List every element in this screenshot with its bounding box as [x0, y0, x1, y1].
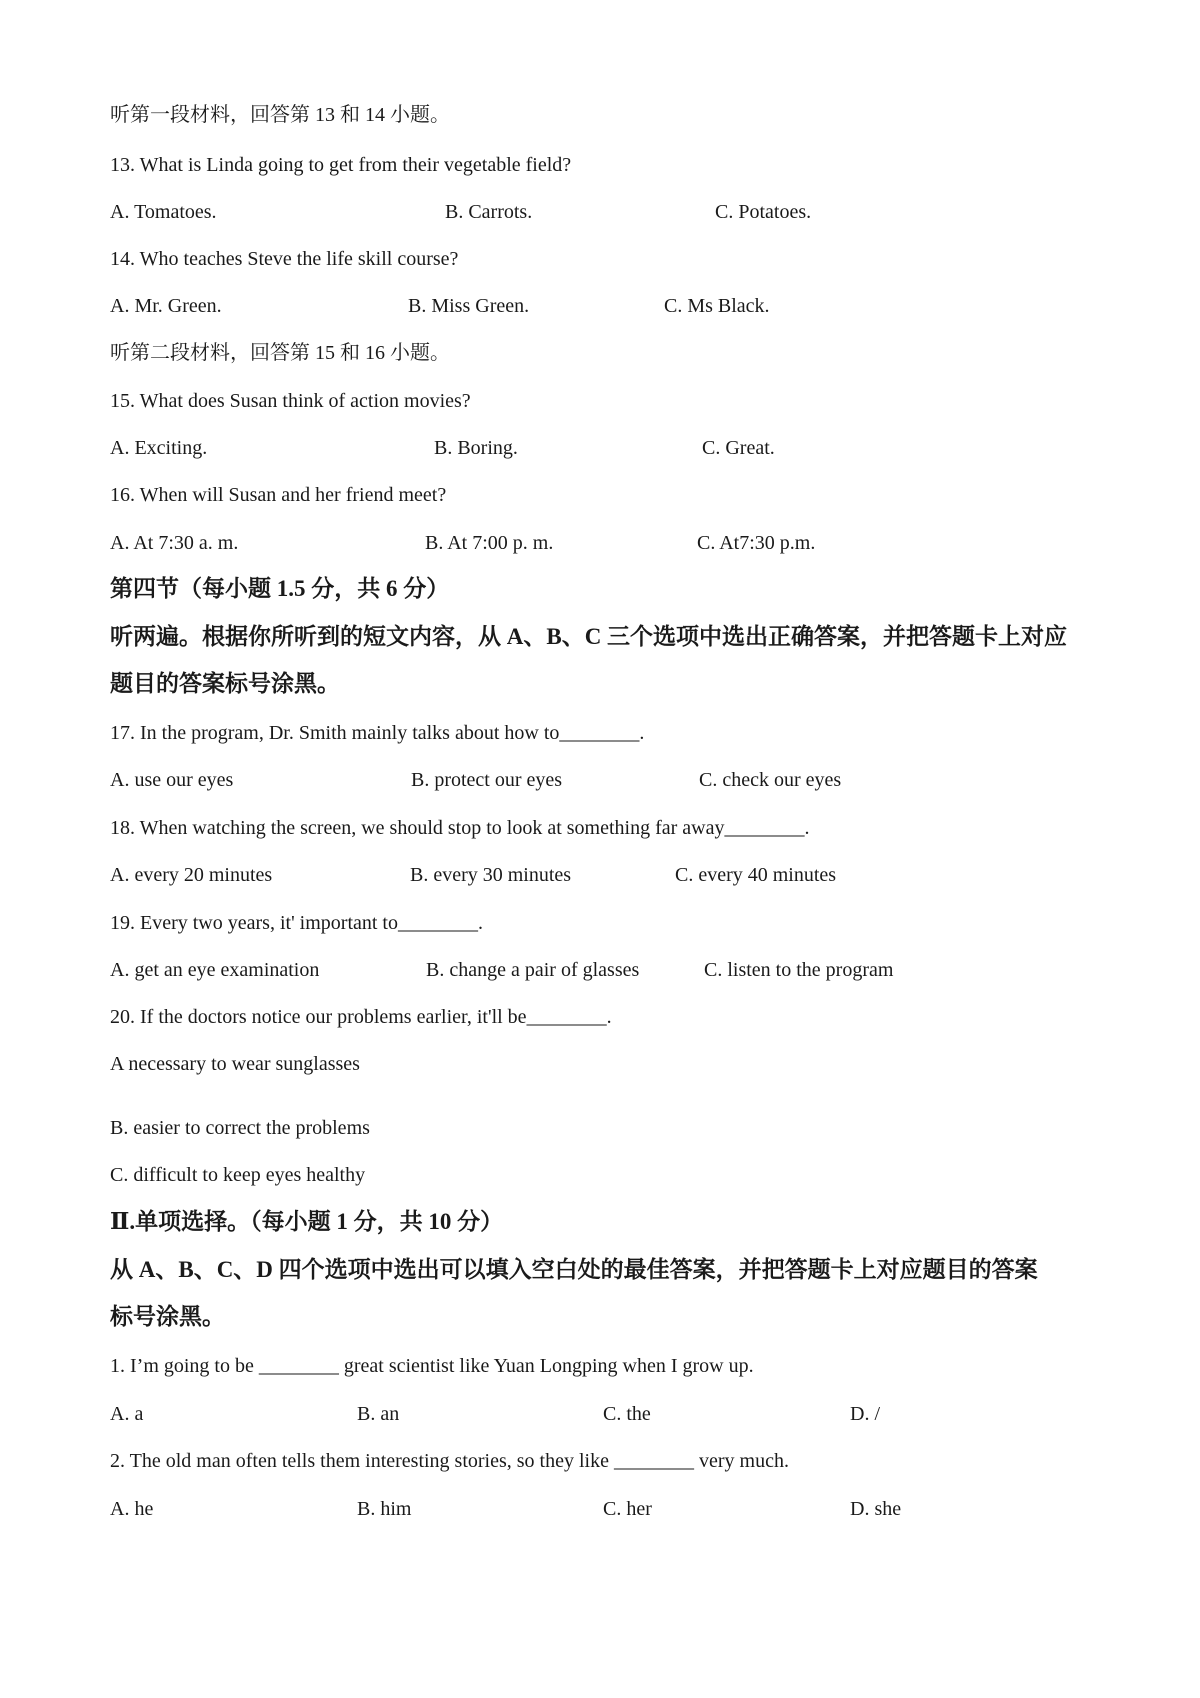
question-1-option-c: C. the: [603, 1403, 651, 1425]
part4-title: 第四节（每小题 1.5 分，共 6 分）: [110, 576, 450, 601]
question-1-option-b: B. an: [357, 1403, 400, 1425]
question-15-options: [0, 435, 1200, 461]
question-15-stem: 15. What does Susan think of action movies?: [110, 390, 471, 412]
question-17-stem: 17. In the program, Dr. Smith mainly talks about how to________.: [110, 722, 645, 744]
question-19-options: [0, 957, 1200, 983]
question-2-option-d: D. she: [850, 1498, 902, 1520]
question-13-option-c: C. Potatoes.: [715, 201, 812, 223]
section2-title: Ⅱ.单项选择。（每小题 1 分，共 10 分）: [110, 1209, 504, 1234]
question-19-stem: 19. Every two years, it' important to________.: [110, 912, 483, 934]
question-20-option-b: B. easier to correct the problems: [110, 1117, 370, 1139]
question-14-stem: 14. Who teaches Steve the life skill course?: [110, 248, 459, 270]
question-19-option-b: B. change a pair of glasses: [426, 959, 640, 981]
question-14-option-b: B. Miss Green.: [408, 295, 530, 317]
section2-instruction-line2: 标号涂黑。: [110, 1304, 225, 1329]
question-17-option-a: A. use our eyes: [110, 769, 234, 791]
question-14-options: [0, 293, 1200, 319]
question-13-option-b: B. Carrots.: [445, 201, 533, 223]
section2-instruction-line1: 从 A、B、C、D 四个选项中选出可以填入空白处的最佳答案，并把答题卡上对应题目的答案: [110, 1257, 1038, 1282]
part4-instruction-line2: 题目的答案标号涂黑。: [110, 671, 340, 696]
question-18-option-c: C. every 40 minutes: [675, 864, 837, 886]
question-16-options: [0, 530, 1200, 556]
question-14-option-a: A. Mr. Green.: [110, 295, 222, 317]
question-13-stem: 13. What is Linda going to get from their vegetable field?: [110, 154, 572, 176]
question-20-option-c: C. difficult to keep eyes healthy: [110, 1164, 366, 1186]
question-17-option-c: C. check our eyes: [699, 769, 842, 791]
question-16-stem: 16. When will Susan and her friend meet?: [110, 484, 447, 506]
question-18-option-a: A. every 20 minutes: [110, 864, 273, 886]
section-intro-2: 听第二段材料，回答第 15 和 16 小题。: [110, 342, 450, 364]
question-13-option-a: A. Tomatoes.: [110, 201, 217, 223]
question-19-option-c: C. listen to the program: [704, 959, 894, 981]
question-13-options: [0, 199, 1200, 225]
question-17-options: [0, 767, 1200, 793]
question-15-option-b: B. Boring.: [434, 437, 518, 459]
question-15-option-a: A. Exciting.: [110, 437, 208, 459]
question-18-stem: 18. When watching the screen, we should stop to look at something far away________.: [110, 817, 810, 839]
question-16-option-c: C. At7:30 p.m.: [697, 532, 816, 554]
part4-instruction-line1: 听两遍。根据你所听到的短文内容，从 A、B、C 三个选项中选出正确答案，并把答题卡上对应: [110, 624, 1068, 649]
question-16-option-b: B. At 7:00 p. m.: [425, 532, 554, 554]
question-1-option-d: D. /: [850, 1403, 880, 1425]
question-2-options: [0, 1496, 1200, 1522]
question-17-option-b: B. protect our eyes: [411, 769, 563, 791]
question-16-option-a: A. At 7:30 a. m.: [110, 532, 239, 554]
question-18-options: [0, 862, 1200, 888]
question-1-option-a: A. a: [110, 1403, 144, 1425]
question-2-option-c: C. her: [603, 1498, 652, 1520]
question-19-option-a: A. get an eye examination: [110, 959, 320, 981]
question-1-options: [0, 1401, 1200, 1427]
question-20-stem: 20. If the doctors notice our problems earlier, it'll be________.: [110, 1006, 612, 1028]
question-18-option-b: B. every 30 minutes: [410, 864, 572, 886]
question-20-option-a: A necessary to wear sunglasses: [110, 1053, 360, 1075]
question-14-option-c: C. Ms Black.: [664, 295, 770, 317]
question-1-stem: 1. I’m going to be ________ great scientist like Yuan Longping when I grow up.: [110, 1355, 754, 1377]
section-intro-1: 听第一段材料，回答第 13 和 14 小题。: [110, 104, 450, 126]
question-2-option-b: B. him: [357, 1498, 412, 1520]
question-2-option-a: A. he: [110, 1498, 154, 1520]
question-2-stem: 2. The old man often tells them interesting stories, so they like ________ very much.: [110, 1450, 789, 1472]
question-15-option-c: C. Great.: [702, 437, 775, 459]
